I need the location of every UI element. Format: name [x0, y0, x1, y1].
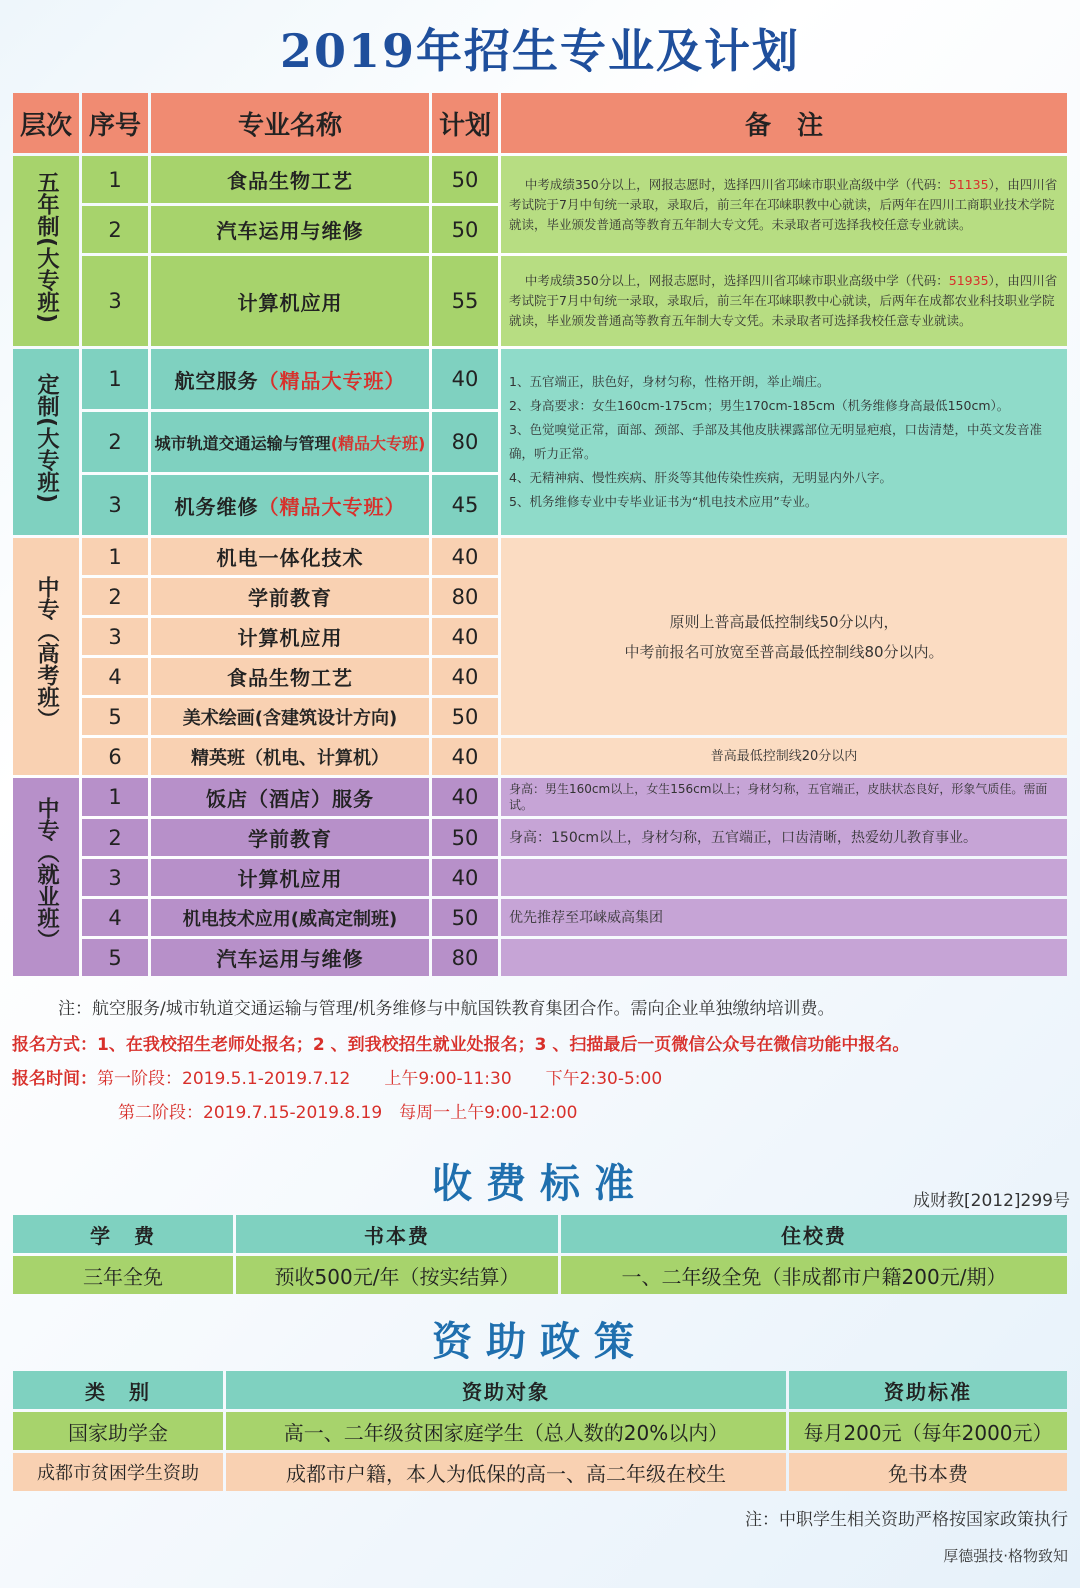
requirement-item: 3、色觉嗅觉正常，面部、颈部、手部及其他皮肤裸露部位无明显疤痕，口齿清楚，中英文发音准确，听力正常。 — [509, 422, 1042, 461]
seq-cell: 1 — [82, 156, 148, 203]
seq-cell: 1 — [82, 349, 148, 409]
table-row — [13, 349, 1067, 409]
major-name: 饭店（酒店）服务 — [151, 778, 429, 816]
plan-count: 50 — [432, 698, 498, 735]
level-label: 中专（高考班） — [34, 576, 59, 730]
aid-policy-note: 注：中职学生相关资助严格按国家政策执行 — [745, 1510, 1068, 1530]
note-cell — [501, 538, 1067, 735]
major-name: 机电一体化技术 — [151, 538, 429, 575]
major-name: 机电技术应用(威高定制班) — [151, 899, 429, 936]
aid-category: 国家助学金 — [13, 1412, 223, 1450]
signup-time — [12, 1064, 662, 1094]
major-name — [151, 475, 429, 535]
fees-doc-ref: 成财教[2012]299号 — [913, 1191, 1070, 1211]
seq-cell: 2 — [82, 819, 148, 856]
plan-count: 50 — [432, 156, 498, 203]
fee-header: 住校费 — [561, 1215, 1067, 1253]
plan-count: 40 — [432, 538, 498, 575]
table-row — [13, 738, 1067, 775]
fee-value: 三年全免 — [13, 1256, 233, 1294]
major-name: 计算机应用 — [151, 859, 429, 896]
note-cell — [501, 349, 1067, 535]
plan-count: 40 — [432, 738, 498, 775]
header-level: 层次 — [13, 93, 79, 153]
seq-cell: 3 — [82, 618, 148, 655]
table-row — [13, 538, 1067, 575]
signup-stage-1: 第一阶段：2019.5.1-2019.7.12 上午9:00-11:30 下午2:30-5:00 — [97, 1069, 663, 1089]
note-cell: 身高：男生160cm以上，女生156cm以上；身材匀称，五官端正，皮肤状态良好，形象气质佳。需面试。 — [501, 778, 1067, 816]
major-name: 学前教育 — [151, 578, 429, 615]
plan-count: 40 — [432, 859, 498, 896]
plan-count: 50 — [432, 206, 498, 253]
signup-method: 报名方式：1、在我校招生老师处报名；2 、到我校招生就业处报名；3 、扫描最后一页微信公众号在微信功能中报名。 — [12, 1035, 910, 1055]
note-cell — [501, 156, 1067, 253]
major-name: 精英班（机电、计算机） — [151, 738, 429, 775]
seq-cell: 4 — [82, 658, 148, 695]
seq-cell: 1 — [82, 538, 148, 575]
table-row — [13, 256, 1067, 346]
aid-category: 成都市贫困学生资助 — [13, 1453, 223, 1491]
aid-header: 资助标准 — [789, 1371, 1067, 1409]
table-row — [13, 899, 1067, 936]
fee-value: 一、二年级全免（非成都市户籍200元/期） — [561, 1256, 1067, 1294]
note-text: ），由四川省考试院于7月中旬统一录取，录取后，前三年在邛崃职教中心就读，后两年在四川工商职业技术学院就读，毕业颁发普通高等教育五年制大专文凭。未录取者可选择我校任意专业就读。 — [509, 176, 1058, 232]
table-row — [13, 156, 1067, 203]
header-seq: 序号 — [82, 93, 148, 153]
level-cell — [13, 156, 79, 346]
plan-count: 45 — [432, 475, 498, 535]
table-header-row — [13, 93, 1067, 153]
aid-header: 类 别 — [13, 1371, 223, 1409]
seq-cell: 4 — [82, 899, 148, 936]
level-label: 中专（就业班） — [34, 796, 59, 951]
major-name: 美术绘画(含建筑设计方向) — [151, 698, 429, 735]
signup-time-label: 报名时间： — [12, 1069, 97, 1089]
admission-line-note: 原则上普高最低控制线50分以内， — [669, 612, 899, 631]
plan-count: 80 — [432, 412, 498, 472]
table-row — [13, 778, 1067, 816]
major-name: 计算机应用 — [151, 256, 429, 346]
requirement-item: 1、五官端正，肤色好，身材匀称，性格开朗，举止端庄。 — [509, 374, 830, 389]
plan-count: 50 — [432, 819, 498, 856]
note-text: ），由四川省考试院于7月中旬统一录取，录取后，前三年在邛崃职教中心就读，后两年在成都农业科技职业学院就读，毕业颁发普通高等教育五年制大专文凭。未录取者可选择我校任意专业就读。 — [509, 273, 1058, 328]
level-cell — [13, 778, 79, 976]
major-name-text: 城市轨道交通运输与管理 — [154, 433, 331, 453]
plan-count: 40 — [432, 618, 498, 655]
note-cell — [501, 256, 1067, 346]
major-name — [151, 412, 429, 472]
note-cell — [501, 859, 1067, 896]
cooperation-note: 注：航空服务/城市轨道交通运输与管理/机务维修与中航国铁教育集团合作。需向企业单独缴纳培训费。 — [58, 999, 835, 1019]
premium-tag: （精品大专班） — [258, 368, 406, 393]
signup-stage-2: 第二阶段：2019.7.15-2019.8.19 每周一上午9:00-12:00 — [118, 1103, 578, 1123]
requirement-item: 4、无精神病、慢性疾病、肝炎等其他传染性疾病，无明显内外八字。 — [509, 470, 892, 485]
school-code: 51935 — [948, 273, 989, 288]
major-name: 食品生物工艺 — [151, 156, 429, 203]
aid-target: 成都市户籍，本人为低保的高一、高二年级在校生 — [226, 1453, 786, 1491]
plan-count: 40 — [432, 778, 498, 816]
fees-value-row — [13, 1256, 1067, 1294]
level-label: 定制(大专班) — [34, 373, 59, 504]
seq-cell: 2 — [82, 206, 148, 253]
seq-cell: 3 — [82, 256, 148, 346]
seq-cell: 2 — [82, 578, 148, 615]
header-plan: 计划 — [432, 93, 498, 153]
seq-cell: 5 — [82, 939, 148, 976]
plan-count: 40 — [432, 349, 498, 409]
plan-count: 55 — [432, 256, 498, 346]
seq-cell: 2 — [82, 412, 148, 472]
aid-target: 高一、二年级贫困家庭学生（总人数的20%以内） — [226, 1412, 786, 1450]
enrollment-plan-table — [10, 90, 1070, 979]
page-title: 2019年招生专业及计划 — [279, 24, 801, 78]
aid-header: 资助对象 — [226, 1371, 786, 1409]
table-row — [13, 859, 1067, 896]
major-name: 汽车运用与维修 — [151, 939, 429, 976]
major-name: 食品生物工艺 — [151, 658, 429, 695]
plan-count: 40 — [432, 658, 498, 695]
major-name: 计算机应用 — [151, 618, 429, 655]
table-row — [13, 819, 1067, 856]
fee-value: 预收500元/年（按实结算） — [236, 1256, 558, 1294]
requirement-item: 5、机务维修专业中专毕业证书为“机电技术应用”专业。 — [509, 494, 818, 509]
note-cell: 身高：150cm以上，身材匀称，五官端正，口齿清晰，热爱幼儿教育事业。 — [501, 819, 1067, 856]
plan-count: 80 — [432, 578, 498, 615]
plan-count: 50 — [432, 899, 498, 936]
fees-header-row — [13, 1215, 1067, 1253]
note-text: 中考成绩350分以上，网报志愿时，选择四川省邛崃市职业高级中学（代码： — [524, 273, 949, 288]
plan-count: 80 — [432, 939, 498, 976]
table-row — [13, 1412, 1067, 1450]
major-name-text: 机务维修 — [174, 494, 259, 519]
aid-standard: 免书本费 — [789, 1453, 1067, 1491]
seq-cell: 1 — [82, 778, 148, 816]
major-name — [151, 349, 429, 409]
major-name: 学前教育 — [151, 819, 429, 856]
seq-cell: 3 — [82, 475, 148, 535]
fee-header: 书本费 — [236, 1215, 558, 1253]
note-cell — [501, 939, 1067, 976]
school-motto: 厚德强技·格物致知 — [943, 1547, 1068, 1565]
aid-standard: 每月200元（每年2000元） — [789, 1412, 1067, 1450]
fees-table — [10, 1212, 1070, 1297]
school-code: 51135 — [948, 176, 989, 192]
premium-tag: （精品大专班） — [258, 494, 406, 519]
note-text: 中考成绩350分以上，网报志愿时，选择四川省邛崃市职业高级中学（代码： — [524, 176, 949, 192]
fees-title: 收费标准 — [432, 1160, 648, 1207]
major-name: 汽车运用与维修 — [151, 206, 429, 253]
aid-table — [10, 1368, 1070, 1494]
fee-header: 学 费 — [13, 1215, 233, 1253]
requirement-item: 2、身高要求：女生160cm-175cm；男生170cm-185cm（机务维修身高最低150cm）。 — [509, 398, 1010, 413]
table-row — [13, 939, 1067, 976]
seq-cell: 3 — [82, 859, 148, 896]
aid-header-row — [13, 1371, 1067, 1409]
header-name: 专业名称 — [151, 93, 429, 153]
table-row — [13, 1453, 1067, 1491]
seq-cell: 6 — [82, 738, 148, 775]
level-cell — [13, 538, 79, 775]
admission-line-note: 中考前报名可放宽至普高最低控制线80分以内。 — [624, 642, 944, 661]
level-cell — [13, 349, 79, 535]
note-cell: 优先推荐至邛崃威高集团 — [501, 899, 1067, 936]
seq-cell: 5 — [82, 698, 148, 735]
premium-tag: (精品大专班) — [330, 433, 426, 453]
major-name-text: 航空服务 — [174, 368, 259, 393]
note-cell: 普高最低控制线20分以内 — [501, 738, 1067, 775]
level-label: 五年制(大专班) — [34, 171, 59, 324]
aid-title: 资助政策 — [432, 1318, 648, 1365]
header-note: 备 注 — [501, 93, 1067, 153]
